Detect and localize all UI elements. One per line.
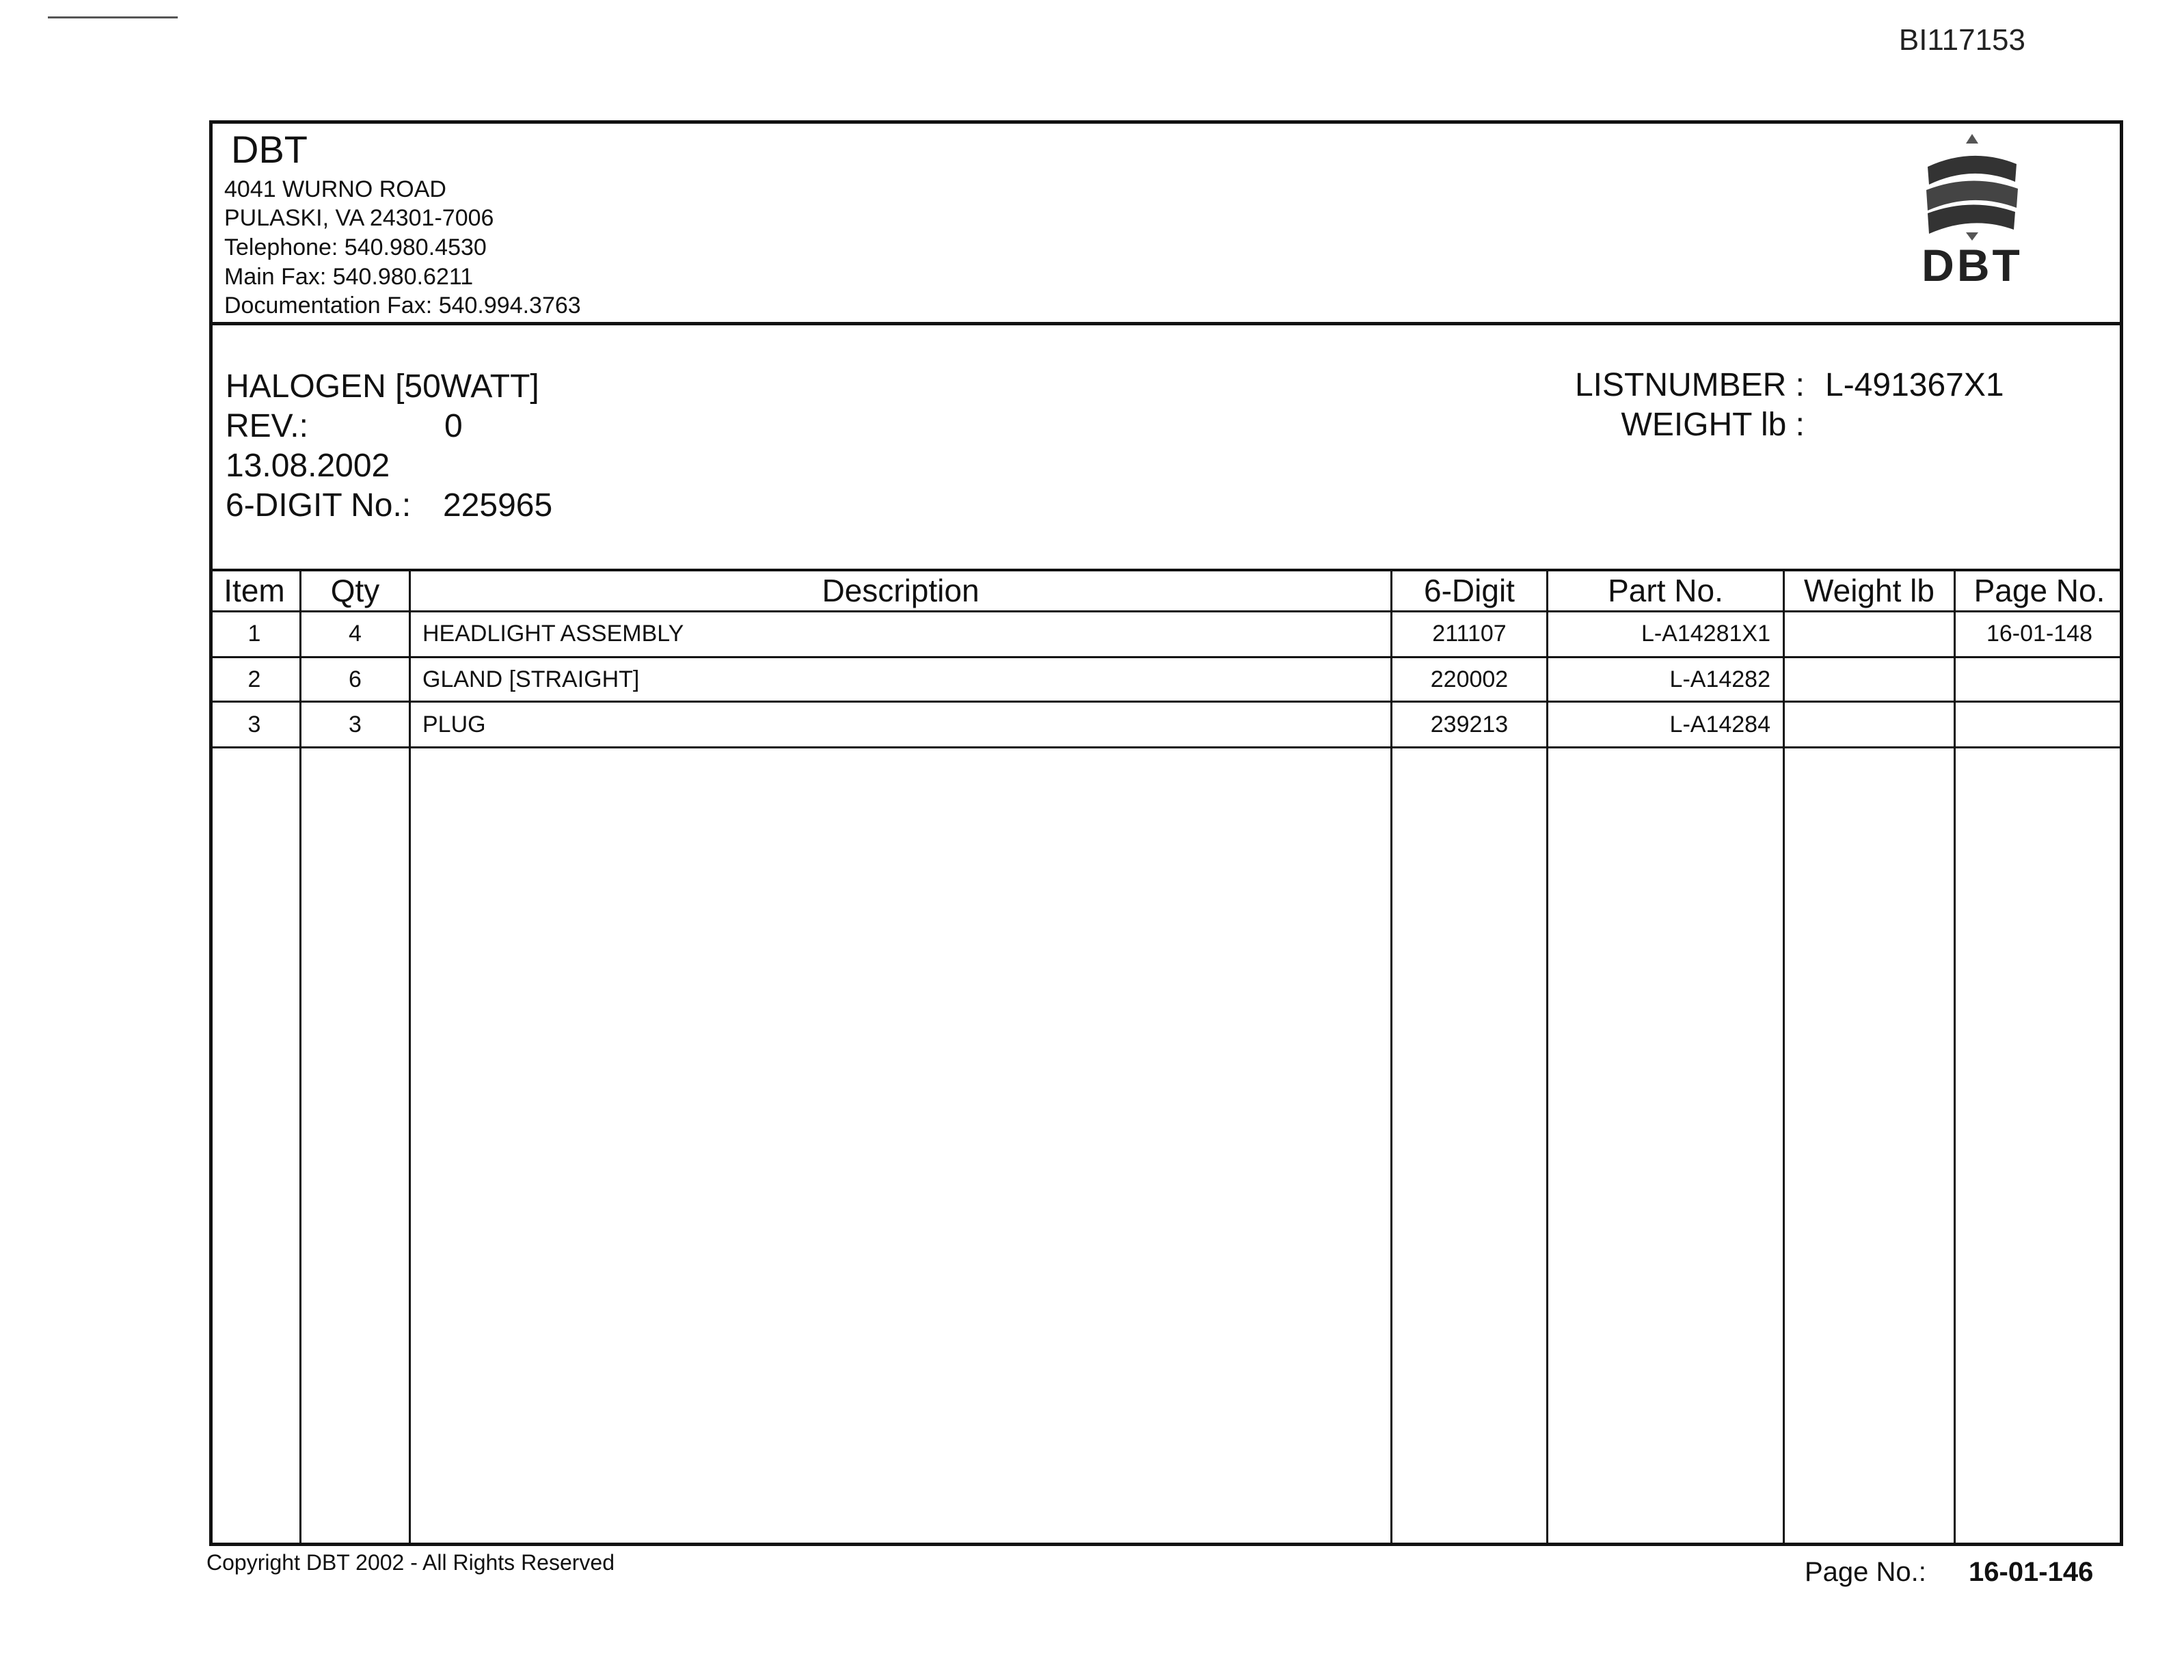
cell-six-digit: 239213 — [1430, 712, 1509, 737]
rev-value: 0 — [444, 408, 463, 444]
cell-description: HEADLIGHT ASSEMBLY — [422, 621, 684, 647]
cell-weight — [1785, 658, 1954, 701]
cell-six-digit: 220002 — [1430, 666, 1509, 692]
header-part-no: Part No. — [1608, 573, 1723, 608]
header-six-digit: 6-Digit — [1424, 573, 1515, 608]
scan-artifact-line — [48, 16, 178, 18]
rev-label: REV.: — [226, 408, 308, 444]
header-page-no: Page No. — [1973, 573, 2105, 608]
column-divider — [409, 569, 411, 1546]
row-rule — [209, 746, 2123, 748]
six-digit-label: 6-DIGIT No.: — [226, 487, 412, 524]
listnumber-label: LISTNUMBER : — [1574, 367, 1805, 403]
header-qty: Qty — [330, 573, 380, 608]
cell-item: 3 — [247, 712, 261, 737]
main-fax: Main Fax: 540.980.6211 — [224, 264, 474, 290]
documentation-fax: Documentation Fax: 540.994.3763 — [224, 293, 581, 319]
six-digit-value: 225965 — [443, 487, 553, 524]
revision-date: 13.08.2002 — [226, 448, 390, 484]
cell-qty: 3 — [349, 712, 362, 737]
cell-page-no — [1956, 703, 2123, 746]
cell-weight — [1785, 612, 1954, 655]
cell-weight — [1785, 703, 1954, 746]
page-number-label: Page No.: — [1805, 1557, 1926, 1587]
cell-page-no — [1956, 658, 2123, 701]
document-frame — [209, 120, 2123, 1546]
telephone: Telephone: 540.980.4530 — [224, 234, 487, 260]
cell-item: 2 — [247, 666, 261, 692]
cell-description: PLUG — [422, 712, 486, 737]
cell-six-digit: 211107 — [1432, 621, 1507, 647]
address-line-2: PULASKI, VA 24301-7006 — [224, 205, 494, 231]
cell-part-no: L-A14282 — [1669, 666, 1770, 692]
row-rule — [209, 701, 2123, 703]
page-number-value: 16-01-146 — [1969, 1557, 2094, 1587]
header-weight: Weight lb — [1804, 573, 1934, 608]
cell-page-no: 16-01-148 — [1986, 621, 2092, 647]
cell-item: 1 — [247, 621, 261, 647]
cell-part-no: L-A14284 — [1669, 712, 1770, 737]
header-description: Description — [822, 573, 980, 608]
logo-text: DBT — [1922, 240, 2023, 290]
part-title: HALOGEN [50WATT] — [226, 368, 539, 405]
weight-label: WEIGHT lb : — [1621, 407, 1805, 443]
address-line-1: 4041 WURNO ROAD — [224, 176, 446, 202]
document-id: BI117153 — [1898, 23, 2025, 57]
copyright-notice: Copyright DBT 2002 - All Rights Reserved — [206, 1550, 615, 1575]
listnumber-value: L-491367X1 — [1825, 367, 2004, 403]
cell-qty: 4 — [349, 621, 362, 647]
cell-part-no: L-A14281X1 — [1641, 621, 1770, 647]
company-name: DBT — [231, 128, 308, 171]
cell-description: GLAND [STRAIGHT] — [422, 666, 640, 692]
header-item: Item — [224, 573, 285, 608]
cell-qty: 6 — [349, 666, 362, 692]
